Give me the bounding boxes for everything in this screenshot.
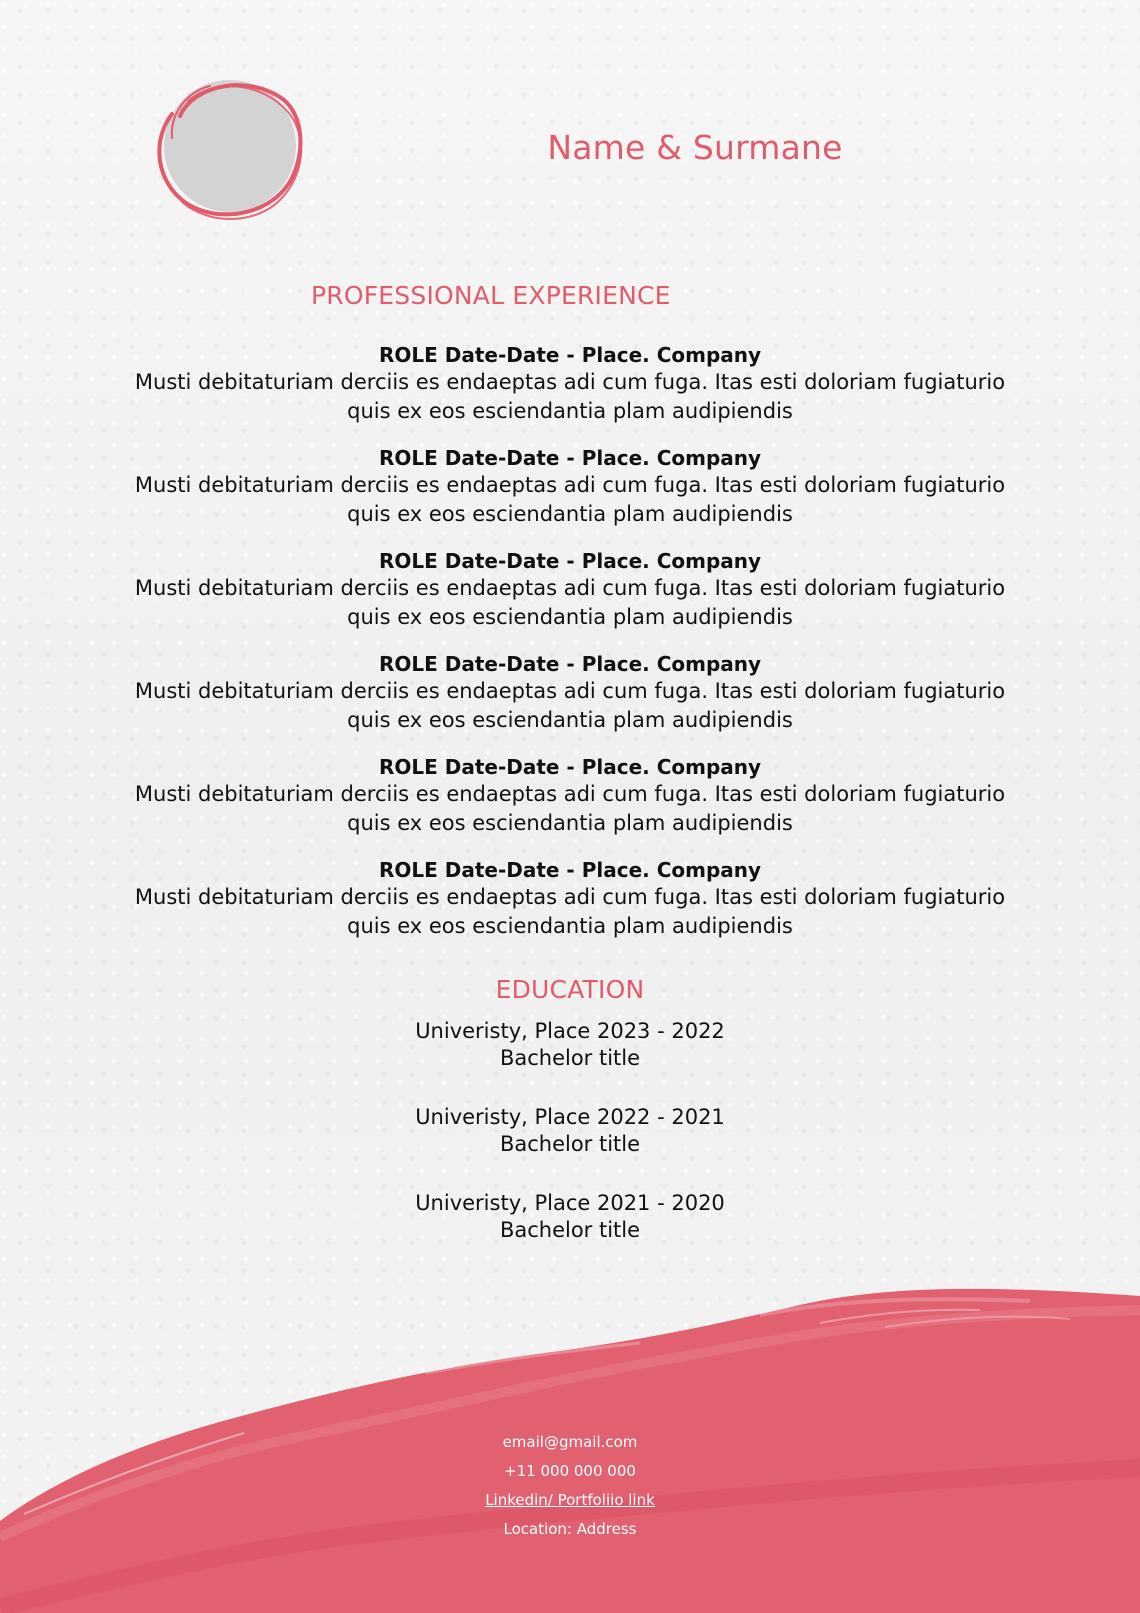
experience-role-line: ROLE Date-Date - Place. Company — [378, 343, 762, 367]
candidate-name: Name & Surmane — [547, 128, 843, 167]
professional-experience-heading: PROFESSIONAL EXPERIENCE — [311, 281, 671, 310]
experience-description-line: Musti debitaturiam derciis es endaeptas adi cum fuga. Itas esti doloriam fugiaturio — [134, 782, 1006, 806]
experience-description-line: quis ex eos esciendantia plam audipiendis — [347, 398, 793, 423]
experience-description-line: quis ex eos esciendantia plam audipiendis — [347, 501, 793, 526]
portfolio-link[interactable]: Linkedin/ Portfoliio link — [485, 1491, 655, 1509]
experience-entry — [88, 549, 1052, 652]
experience-description-line: quis ex eos esciendantia plam audipiendis — [347, 604, 793, 629]
education-degree-title: Bachelor title — [499, 1046, 641, 1071]
experience-role-line: ROLE Date-Date - Place. Company — [378, 858, 762, 882]
experience-role-line: ROLE Date-Date - Place. Company — [378, 755, 762, 779]
experience-entry — [88, 652, 1052, 755]
experience-entry — [88, 446, 1052, 549]
avatar-placeholder-icon — [152, 68, 308, 224]
profile-photo-area — [152, 68, 308, 224]
experience-role-line: ROLE Date-Date - Place. Company — [378, 652, 762, 676]
experience-entry — [88, 858, 1052, 961]
experience-description-line: Musti debitaturiam derciis es endaeptas adi cum fuga. Itas esti doloriam fugiaturio — [134, 679, 1006, 703]
professional-experience-list — [88, 343, 1052, 961]
experience-role-line: ROLE Date-Date - Place. Company — [378, 549, 762, 573]
education-heading: EDUCATION — [495, 975, 645, 1004]
contact-location: Location: Address — [503, 1520, 637, 1538]
experience-description-line: quis ex eos esciendantia plam audipiendis — [347, 913, 793, 938]
education-entry — [0, 1104, 1140, 1190]
experience-role-line: ROLE Date-Date - Place. Company — [378, 446, 762, 470]
education-institution: Univeristy, Place 2021 - 2020 — [415, 1191, 725, 1215]
education-institution: Univeristy, Place 2022 - 2021 — [415, 1105, 725, 1129]
experience-description-line: quis ex eos esciendantia plam audipiendis — [347, 810, 793, 835]
experience-description-line: Musti debitaturiam derciis es endaeptas adi cum fuga. Itas esti doloriam fugiaturio — [134, 885, 1006, 909]
contact-phone: +11 000 000 000 — [504, 1462, 636, 1480]
experience-entry — [88, 755, 1052, 858]
education-degree-title: Bachelor title — [499, 1132, 641, 1157]
education-institution: Univeristy, Place 2023 - 2022 — [415, 1019, 725, 1043]
experience-description-line: quis ex eos esciendantia plam audipiendis — [347, 707, 793, 732]
education-degree-title: Bachelor title — [499, 1218, 641, 1243]
education-entry — [0, 1190, 1140, 1276]
contact-block — [0, 1428, 1140, 1544]
experience-entry — [88, 343, 1052, 446]
education-list — [0, 1018, 1140, 1276]
experience-description-line: Musti debitaturiam derciis es endaeptas adi cum fuga. Itas esti doloriam fugiaturio — [134, 473, 1006, 497]
experience-description-line: Musti debitaturiam derciis es endaeptas adi cum fuga. Itas esti doloriam fugiaturio — [134, 576, 1006, 600]
experience-description-line: Musti debitaturiam derciis es endaeptas adi cum fuga. Itas esti doloriam fugiaturio — [134, 370, 1006, 394]
education-entry — [0, 1018, 1140, 1104]
contact-email-link[interactable]: email@gmail.com — [502, 1433, 638, 1451]
